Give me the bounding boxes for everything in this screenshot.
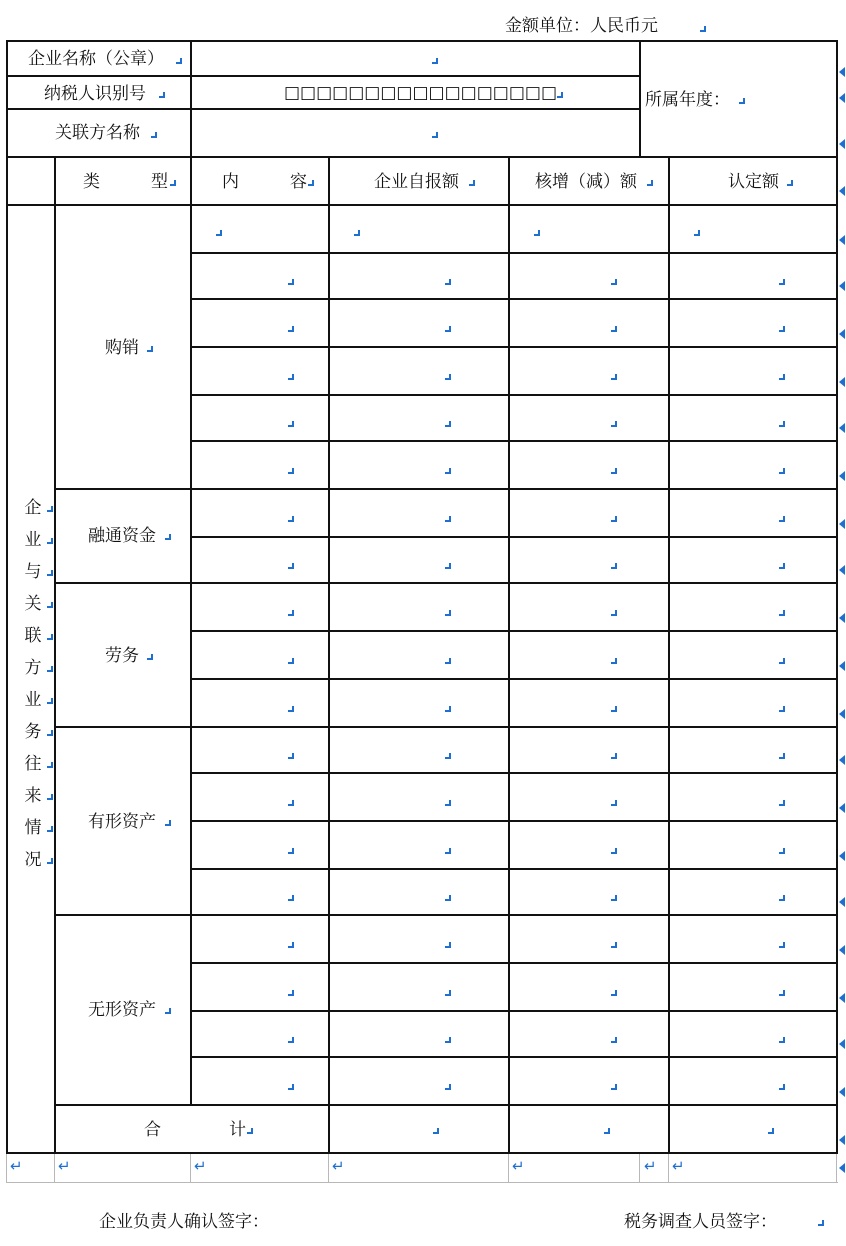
hidden-row-border bbox=[6, 1154, 7, 1183]
hidden-row-border bbox=[508, 1154, 509, 1183]
cell-paragraph-mark bbox=[611, 706, 617, 712]
cell-paragraph-mark bbox=[445, 279, 451, 285]
cell-paragraph-mark bbox=[611, 516, 617, 522]
category-services: 劳务 bbox=[105, 646, 139, 666]
cell-paragraph-mark bbox=[288, 990, 294, 996]
row-end-arrow-icon bbox=[839, 897, 845, 907]
paragraph-mark bbox=[247, 1128, 253, 1134]
paragraph-mark bbox=[165, 820, 171, 826]
cell-paragraph-mark bbox=[216, 230, 222, 236]
paragraph-mark bbox=[700, 26, 706, 32]
total-row-separator bbox=[54, 1104, 838, 1106]
table-border-top bbox=[6, 40, 838, 42]
related-party-field[interactable] bbox=[194, 112, 636, 154]
paragraph-mark bbox=[147, 346, 153, 352]
table-line bbox=[668, 156, 670, 1154]
cell-paragraph-mark bbox=[445, 421, 451, 427]
cell-paragraph-mark bbox=[779, 658, 785, 664]
cell-paragraph-mark bbox=[288, 1037, 294, 1043]
cell-paragraph-mark bbox=[288, 895, 294, 901]
table-line bbox=[6, 108, 641, 110]
side-title-char: 方 bbox=[24, 658, 42, 678]
side-title-mark bbox=[47, 666, 53, 672]
paragraph-mark bbox=[647, 180, 653, 186]
cell-paragraph-mark bbox=[288, 848, 294, 854]
cell-paragraph-mark bbox=[779, 942, 785, 948]
hidden-row-border bbox=[639, 1154, 640, 1183]
row-end-arrow-icon bbox=[839, 945, 845, 955]
side-title-mark bbox=[47, 570, 53, 576]
total-label: 合 计 bbox=[144, 1120, 246, 1140]
table-row-line bbox=[190, 298, 838, 300]
tax-investigator-signature-label: 税务调查人员签字： bbox=[624, 1212, 777, 1232]
cell-paragraph-mark bbox=[779, 279, 785, 285]
category-intangible-assets: 无形资产 bbox=[88, 1000, 156, 1020]
taxpayer-id-boxes[interactable]: □□□□□□□□□□□□□□□□□ bbox=[284, 83, 558, 103]
table-row-line bbox=[190, 440, 838, 442]
paragraph-mark bbox=[176, 58, 182, 64]
table-row-line bbox=[190, 252, 838, 254]
row-end-arrow-icon bbox=[839, 851, 845, 861]
side-title-mark bbox=[47, 698, 53, 704]
table-row-line bbox=[190, 868, 838, 870]
cell-paragraph-mark bbox=[611, 279, 617, 285]
col-header-type: 类 型 bbox=[83, 172, 168, 192]
side-title-char: 往 bbox=[24, 754, 42, 774]
row-end-arrow-icon bbox=[839, 661, 845, 671]
fiscal-year-label: 所属年度： bbox=[645, 90, 730, 110]
row-end-arrow-icon bbox=[839, 67, 845, 77]
cell-paragraph-mark bbox=[779, 1084, 785, 1090]
paragraph-mark bbox=[739, 98, 745, 104]
side-title-char: 业 bbox=[24, 690, 42, 710]
row-end-arrow-icon bbox=[839, 471, 845, 481]
side-title-mark bbox=[47, 506, 53, 512]
paragraph-mark bbox=[557, 92, 563, 98]
cell-paragraph-mark bbox=[288, 942, 294, 948]
cell-paragraph-mark bbox=[534, 230, 540, 236]
cell-paragraph-mark bbox=[779, 848, 785, 854]
table-row-line bbox=[190, 1010, 838, 1012]
table-row-line bbox=[190, 678, 838, 680]
cell-paragraph-mark bbox=[288, 421, 294, 427]
row-end-arrow-icon bbox=[839, 1135, 845, 1145]
paragraph-mark bbox=[433, 1128, 439, 1134]
side-title-mark bbox=[47, 602, 53, 608]
row-end-arrow-icon bbox=[839, 139, 845, 149]
row-end-arrow-icon bbox=[839, 565, 845, 575]
cell-paragraph-mark bbox=[611, 942, 617, 948]
cell-paragraph-mark bbox=[445, 990, 451, 996]
paragraph-mark bbox=[165, 534, 171, 540]
row-end-arrow-icon bbox=[839, 993, 845, 1003]
paragraph-mark bbox=[432, 58, 438, 64]
side-title-mark bbox=[47, 762, 53, 768]
table-border-bottom bbox=[6, 1152, 838, 1154]
table-row-line bbox=[190, 394, 838, 396]
cell-paragraph-mark bbox=[445, 800, 451, 806]
cell-paragraph-mark bbox=[611, 468, 617, 474]
side-title-mark bbox=[47, 634, 53, 640]
paragraph-mark bbox=[787, 180, 793, 186]
cell-paragraph-mark bbox=[611, 753, 617, 759]
hidden-row-border bbox=[668, 1154, 669, 1183]
side-title-char: 关 bbox=[24, 594, 42, 614]
side-title-char: 企 bbox=[24, 498, 42, 518]
side-title-mark bbox=[47, 858, 53, 864]
side-title-char: 业 bbox=[24, 530, 42, 550]
paragraph-mark bbox=[469, 180, 475, 186]
side-title-char: 情 bbox=[24, 818, 42, 838]
cell-paragraph-mark bbox=[445, 326, 451, 332]
cell-paragraph-mark bbox=[611, 1084, 617, 1090]
row-end-arrow-icon bbox=[839, 1087, 845, 1097]
return-icon: ↵ bbox=[194, 1157, 207, 1175]
cell-paragraph-mark bbox=[611, 610, 617, 616]
col-header-confirmed: 认定额 bbox=[728, 172, 779, 192]
cell-paragraph-mark bbox=[779, 895, 785, 901]
category-tangible-assets: 有形资产 bbox=[88, 812, 156, 832]
cell-paragraph-mark bbox=[288, 563, 294, 569]
table-line bbox=[639, 40, 641, 158]
side-title-mark bbox=[47, 826, 53, 832]
side-title-char: 来 bbox=[24, 786, 42, 806]
row-end-arrow-icon bbox=[839, 423, 845, 433]
cell-paragraph-mark bbox=[779, 753, 785, 759]
side-title-char: 与 bbox=[24, 562, 42, 582]
row-end-arrow-icon bbox=[839, 93, 845, 103]
cell-paragraph-mark bbox=[445, 610, 451, 616]
table-line bbox=[54, 156, 56, 1154]
paragraph-mark bbox=[151, 132, 157, 138]
category-financing: 融通资金 bbox=[88, 526, 156, 546]
cell-paragraph-mark bbox=[288, 706, 294, 712]
cell-paragraph-mark bbox=[288, 279, 294, 285]
company-name-field[interactable] bbox=[194, 44, 636, 74]
hidden-row-border bbox=[190, 1154, 191, 1183]
table-row-line bbox=[190, 536, 838, 538]
row-end-arrow-icon bbox=[839, 235, 845, 245]
paragraph-mark bbox=[147, 654, 153, 660]
row-end-arrow-icon bbox=[839, 281, 845, 291]
taxpayer-id-label: 纳税人识别号 bbox=[44, 84, 146, 104]
row-end-arrow-icon bbox=[839, 1039, 845, 1049]
table-line bbox=[328, 156, 330, 1154]
cell-paragraph-mark bbox=[445, 1037, 451, 1043]
company-head-signature-label: 企业负责人确认签字： bbox=[99, 1212, 269, 1232]
cell-paragraph-mark bbox=[779, 563, 785, 569]
cell-paragraph-mark bbox=[288, 753, 294, 759]
row-end-arrow-icon bbox=[839, 613, 845, 623]
side-title-char: 务 bbox=[24, 722, 42, 742]
cell-paragraph-mark bbox=[779, 468, 785, 474]
category-purchase-sales: 购销 bbox=[105, 338, 139, 358]
cell-paragraph-mark bbox=[445, 942, 451, 948]
cell-paragraph-mark bbox=[611, 374, 617, 380]
side-title-char: 况 bbox=[24, 850, 42, 870]
category-separator bbox=[54, 726, 838, 728]
cell-paragraph-mark bbox=[779, 374, 785, 380]
cell-paragraph-mark bbox=[779, 706, 785, 712]
cell-paragraph-mark bbox=[779, 1037, 785, 1043]
side-title-mark bbox=[47, 538, 53, 544]
cell-paragraph-mark bbox=[779, 326, 785, 332]
row-end-arrow-icon bbox=[839, 377, 845, 387]
paragraph-mark bbox=[604, 1128, 610, 1134]
table-line bbox=[6, 75, 641, 77]
return-icon: ↵ bbox=[58, 1157, 71, 1175]
hidden-row-border bbox=[836, 1154, 837, 1183]
cell-paragraph-mark bbox=[288, 326, 294, 332]
cell-paragraph-mark bbox=[779, 421, 785, 427]
col-header-adjustment: 核增（减）额 bbox=[535, 172, 637, 192]
company-name-label: 企业名称（公章） bbox=[28, 49, 164, 69]
cell-paragraph-mark bbox=[779, 610, 785, 616]
paragraph-mark bbox=[165, 1008, 171, 1014]
table-border-right bbox=[836, 40, 838, 1154]
side-title bbox=[24, 492, 42, 876]
return-icon: ↵ bbox=[512, 1157, 525, 1175]
side-title-char: 联 bbox=[24, 626, 42, 646]
category-separator bbox=[54, 582, 838, 584]
paragraph-mark bbox=[308, 180, 314, 186]
cell-paragraph-mark bbox=[445, 706, 451, 712]
cell-paragraph-mark bbox=[694, 230, 700, 236]
cell-paragraph-mark bbox=[611, 326, 617, 332]
paragraph-mark bbox=[170, 180, 176, 186]
cell-paragraph-mark bbox=[445, 374, 451, 380]
hidden-row-border bbox=[328, 1154, 329, 1183]
cell-paragraph-mark bbox=[445, 563, 451, 569]
table-row-line bbox=[190, 346, 838, 348]
return-icon: ↵ bbox=[332, 1157, 345, 1175]
cell-paragraph-mark bbox=[611, 421, 617, 427]
table-row-line bbox=[190, 772, 838, 774]
cell-paragraph-mark bbox=[445, 895, 451, 901]
cell-paragraph-mark bbox=[445, 516, 451, 522]
category-separator bbox=[54, 914, 838, 916]
row-end-arrow-icon bbox=[839, 1163, 845, 1173]
table-row-line bbox=[190, 962, 838, 964]
paragraph-mark bbox=[768, 1128, 774, 1134]
row-end-arrow-icon bbox=[839, 709, 845, 719]
col-header-content: 内 容 bbox=[222, 172, 307, 192]
cell-paragraph-mark bbox=[288, 374, 294, 380]
cell-paragraph-mark bbox=[288, 610, 294, 616]
side-title-mark bbox=[47, 730, 53, 736]
hidden-row-border bbox=[6, 1182, 838, 1183]
cell-paragraph-mark bbox=[354, 230, 360, 236]
cell-paragraph-mark bbox=[288, 658, 294, 664]
side-title-mark bbox=[47, 794, 53, 800]
table-line bbox=[6, 156, 838, 158]
cell-paragraph-mark bbox=[611, 848, 617, 854]
cell-paragraph-mark bbox=[445, 1084, 451, 1090]
table-border-left bbox=[6, 40, 8, 1154]
related-party-label: 关联方名称 bbox=[55, 123, 140, 143]
table-row-line bbox=[190, 630, 838, 632]
table-row-line bbox=[190, 820, 838, 822]
table-line bbox=[6, 204, 838, 206]
return-icon: ↵ bbox=[672, 1157, 685, 1175]
cell-paragraph-mark bbox=[445, 848, 451, 854]
hidden-row-border bbox=[54, 1154, 55, 1183]
category-separator bbox=[54, 488, 838, 490]
row-end-arrow-icon bbox=[839, 186, 845, 196]
cell-paragraph-mark bbox=[288, 1084, 294, 1090]
row-end-arrow-icon bbox=[839, 329, 845, 339]
cell-paragraph-mark bbox=[611, 895, 617, 901]
cell-paragraph-mark bbox=[611, 990, 617, 996]
row-end-arrow-icon bbox=[839, 755, 845, 765]
cell-paragraph-mark bbox=[288, 800, 294, 806]
cell-paragraph-mark bbox=[611, 1037, 617, 1043]
cell-paragraph-mark bbox=[779, 990, 785, 996]
paragraph-mark bbox=[818, 1220, 824, 1226]
row-end-arrow-icon bbox=[839, 519, 845, 529]
cell-paragraph-mark bbox=[779, 516, 785, 522]
cell-paragraph-mark bbox=[445, 658, 451, 664]
return-icon: ↵ bbox=[10, 1157, 23, 1175]
table-line bbox=[190, 40, 192, 158]
row-end-arrow-icon bbox=[839, 803, 845, 813]
return-icon: ↵ bbox=[644, 1157, 657, 1175]
paragraph-mark bbox=[432, 132, 438, 138]
cell-paragraph-mark bbox=[611, 800, 617, 806]
unit-label: 金额单位：人民币元 bbox=[505, 16, 658, 36]
table-line bbox=[508, 156, 510, 1154]
cell-paragraph-mark bbox=[288, 468, 294, 474]
paragraph-mark bbox=[159, 92, 165, 98]
cell-paragraph-mark bbox=[445, 753, 451, 759]
col-header-self-reported: 企业自报额 bbox=[374, 172, 459, 192]
cell-paragraph-mark bbox=[779, 800, 785, 806]
table-row-line bbox=[190, 1056, 838, 1058]
cell-paragraph-mark bbox=[611, 658, 617, 664]
cell-paragraph-mark bbox=[288, 516, 294, 522]
cell-paragraph-mark bbox=[611, 563, 617, 569]
cell-paragraph-mark bbox=[445, 468, 451, 474]
